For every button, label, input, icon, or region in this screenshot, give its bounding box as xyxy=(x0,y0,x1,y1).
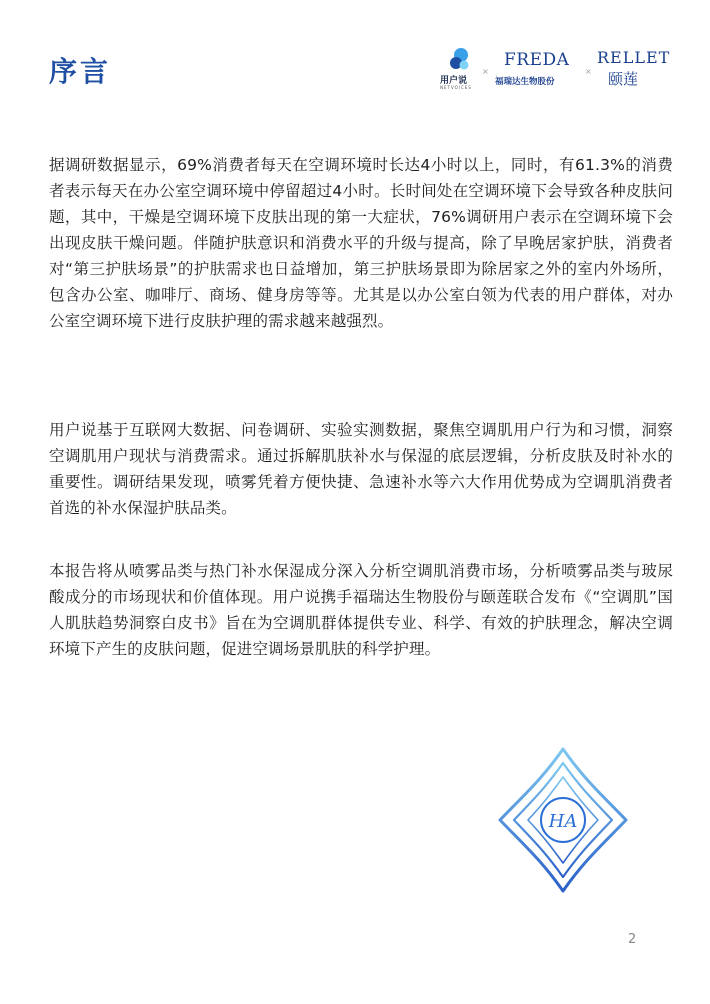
logo-separator: × xyxy=(482,67,489,76)
netvoices-logo-name: 用户说 xyxy=(440,76,468,86)
paragraph-report-scope: 本报告将从喷雾品类与热门补水保湿成分深入分析空调肌消费市场，分析喷雾品类与玻尿酸成分的市场现状和价值体现。用户说携手福瑞达生物股份与颐莲联合发布《“空调肌”国人肌肤趋势洞察白皮书》旨在为空调肌群体提供专业、科学、有效的护肤理念，解决空调环境下产生的皮肤问题，促进空调场景肌肤的科学护理。 xyxy=(49,562,673,658)
emblem-text: HA xyxy=(548,811,578,832)
rellet-logo-chinese: 颐莲 xyxy=(608,70,639,88)
page-number: 2 xyxy=(628,932,637,947)
partner-logos xyxy=(440,44,671,94)
netvoices-logo-subtitle: NETVOICES xyxy=(440,85,472,90)
logo-separator: × xyxy=(585,67,592,76)
freda-logo-name: FREDA xyxy=(504,50,570,70)
hyaluronic-acid-emblem-icon xyxy=(496,745,630,895)
freda-logo-subtitle: 福瑞达生物股份 xyxy=(495,77,555,87)
netvoices-logo-icon xyxy=(448,47,472,73)
rellet-logo-name: RELLET xyxy=(597,48,671,67)
paragraph-survey-data: 据调研数据显示，69%消费者每天在空调环境时长达4小时以上，同时，有61.3%的消费者表示每天在办公室空调环境中停留超过4小时。长时间处在空调环境下会导致各种皮肤问题，其中，干燥是空调环境下皮肤出现的第一大症状，76%调研用户表示在空调环境下会出现皮肤干燥问题。伴随护肤意识和消费水平的升级与提高，除了早晚居家护肤，消费者对“第三护肤场景”的护肤需求也日益增加，第三护肤场景即为除居家之外的室内外场所，包含办公室、咖啡厅、商场、健身房等等。尤其是以办公室白领为代表的用户群体，对办公室空调环境下进行皮肤护理的需求越来越强烈。 xyxy=(49,156,673,330)
page-title: 序言 xyxy=(49,55,112,88)
paragraph-research-method: 用户说基于互联网大数据、问卷调研、实验实测数据，聚焦空调肌用户行为和习惯，洞察空调肌用户现状与消费需求。通过拆解肌肤补水与保湿的底层逻辑，分析皮肤及时补水的重要性。调研结果发现，喷雾凭着方便快捷、急速补水等六大作用优势成为空调肌消费者首选的补水保湿护肤品类。 xyxy=(49,421,673,517)
